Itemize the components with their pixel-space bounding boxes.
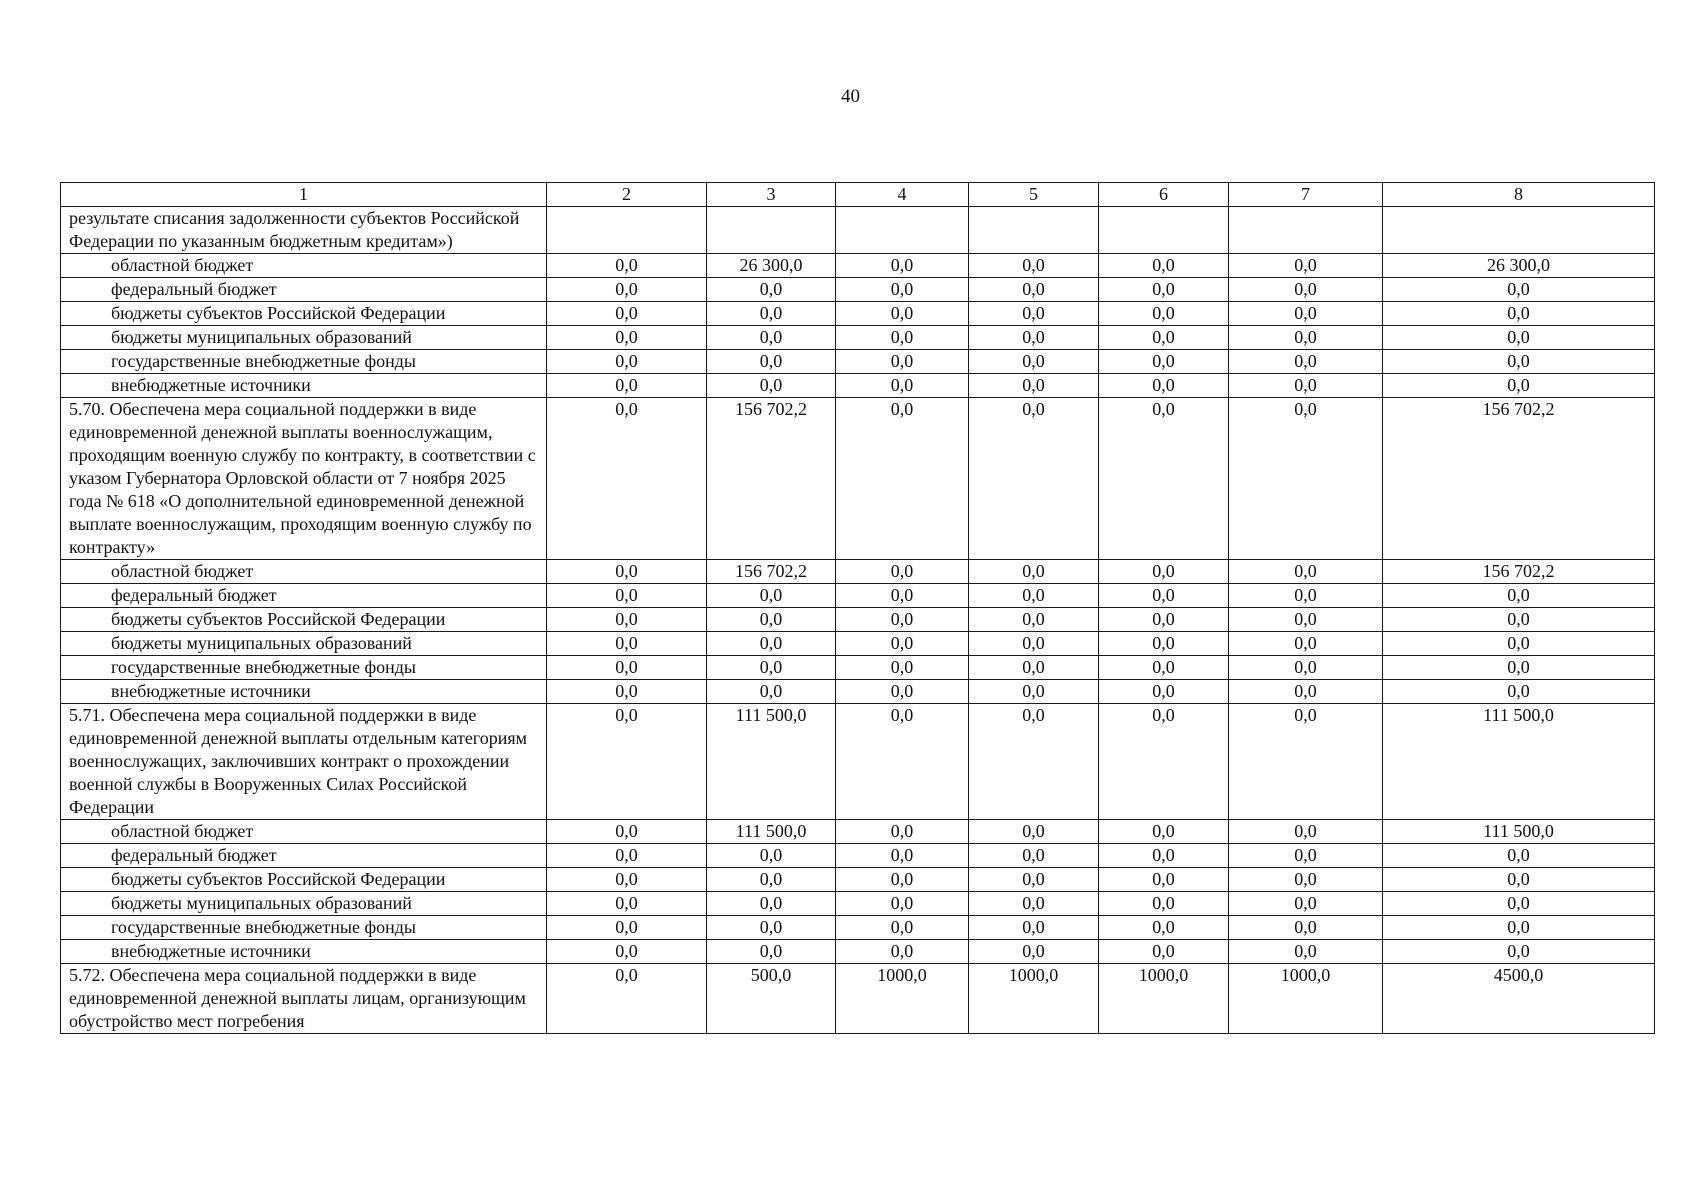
column-header: 5 [969,183,1099,207]
value-cell: 0,0 [969,892,1099,916]
value-cell [547,207,707,254]
section-row [61,964,1655,1034]
value-cell: 0,0 [969,350,1099,374]
value-cell: 0,0 [969,398,1099,560]
value-cell: 0,0 [1099,374,1229,398]
value-cell: 0,0 [707,326,836,350]
value-cell: 0,0 [547,560,707,584]
value-cell: 0,0 [836,374,969,398]
value-cell: 156 702,2 [1383,398,1655,560]
value-cell: 0,0 [836,584,969,608]
table-row [61,656,1655,680]
value-cell: 0,0 [1229,350,1383,374]
value-cell: 0,0 [1383,680,1655,704]
value-cell: 0,0 [1099,608,1229,632]
value-cell: 0,0 [707,916,836,940]
table-body [61,183,1655,1034]
value-cell: 0,0 [1383,350,1655,374]
section-row [61,398,1655,560]
value-cell: 26 300,0 [1383,254,1655,278]
value-cell: 0,0 [969,704,1099,820]
column-header: 7 [1229,183,1383,207]
value-cell: 0,0 [1229,820,1383,844]
table-row [61,326,1655,350]
value-cell: 0,0 [1099,632,1229,656]
value-cell: 0,0 [1229,844,1383,868]
value-cell: 156 702,2 [707,398,836,560]
value-cell: 0,0 [547,844,707,868]
source-label: бюджеты муниципальных образований [61,326,547,350]
section-row [61,704,1655,820]
value-cell: 0,0 [969,278,1099,302]
value-cell: 111 500,0 [1383,704,1655,820]
value-cell: 0,0 [1229,374,1383,398]
value-cell: 0,0 [1229,326,1383,350]
value-cell: 0,0 [836,560,969,584]
value-cell: 0,0 [547,302,707,326]
value-cell: 0,0 [1229,680,1383,704]
value-cell: 0,0 [836,820,969,844]
source-label: государственные внебюджетные фонды [61,350,547,374]
column-header: 3 [707,183,836,207]
value-cell: 0,0 [836,302,969,326]
value-cell [969,207,1099,254]
value-cell: 0,0 [1099,302,1229,326]
value-cell: 0,0 [1383,868,1655,892]
table-row [61,680,1655,704]
value-cell: 0,0 [1229,656,1383,680]
table-row [61,940,1655,964]
table-row [61,278,1655,302]
value-cell: 0,0 [547,964,707,1034]
table-row [61,632,1655,656]
value-cell: 0,0 [1099,892,1229,916]
column-header: 1 [61,183,547,207]
source-label: внебюджетные источники [61,680,547,704]
value-cell: 0,0 [1229,278,1383,302]
column-header: 8 [1383,183,1655,207]
value-cell: 0,0 [1383,844,1655,868]
value-cell: 1000,0 [836,964,969,1034]
value-cell: 0,0 [1383,584,1655,608]
value-cell: 0,0 [1099,278,1229,302]
value-cell: 0,0 [707,656,836,680]
value-cell: 111 500,0 [1383,820,1655,844]
value-cell: 0,0 [1099,560,1229,584]
value-cell: 1000,0 [1099,964,1229,1034]
value-cell: 0,0 [1383,326,1655,350]
value-cell: 0,0 [1229,254,1383,278]
value-cell: 0,0 [1383,940,1655,964]
value-cell: 0,0 [1099,326,1229,350]
value-cell: 0,0 [547,584,707,608]
value-cell: 0,0 [1229,398,1383,560]
source-label: бюджеты субъектов Российской Федерации [61,608,547,632]
value-cell: 0,0 [836,940,969,964]
value-cell: 0,0 [1099,680,1229,704]
source-label: областной бюджет [61,820,547,844]
source-label: внебюджетные источники [61,374,547,398]
value-cell: 0,0 [836,608,969,632]
budget-table [60,182,1655,1034]
value-cell: 0,0 [547,632,707,656]
table-row [61,560,1655,584]
value-cell: 0,0 [1383,916,1655,940]
value-cell: 0,0 [1099,940,1229,964]
table-row [61,254,1655,278]
value-cell: 0,0 [1383,374,1655,398]
value-cell: 0,0 [547,940,707,964]
value-cell [1099,207,1229,254]
value-cell: 0,0 [1383,302,1655,326]
value-cell: 0,0 [1099,398,1229,560]
value-cell: 1000,0 [1229,964,1383,1034]
value-cell: 0,0 [1383,608,1655,632]
value-cell: 0,0 [969,844,1099,868]
source-label: федеральный бюджет [61,278,547,302]
value-cell [1229,207,1383,254]
value-cell: 0,0 [1099,584,1229,608]
value-cell: 0,0 [1099,704,1229,820]
table-row [61,916,1655,940]
value-cell: 0,0 [1099,820,1229,844]
value-cell: 0,0 [836,704,969,820]
value-cell: 0,0 [547,254,707,278]
value-cell: 0,0 [969,868,1099,892]
table-row [61,868,1655,892]
value-cell: 0,0 [547,892,707,916]
value-cell: 0,0 [707,278,836,302]
value-cell: 0,0 [547,916,707,940]
value-cell: 0,0 [1099,916,1229,940]
value-cell: 0,0 [707,302,836,326]
table-row [61,844,1655,868]
value-cell: 0,0 [707,892,836,916]
value-cell: 0,0 [1229,892,1383,916]
value-cell: 0,0 [969,916,1099,940]
value-cell: 0,0 [707,374,836,398]
section-title: 5.71. Обеспечена мера социальной поддержки в виде единовременной денежной выплаты отдельным категориям военнослужащих, заключивших контракт о прохождении военной службы в Вооруженных Силах Российской Федерации [61,704,547,820]
source-label: бюджеты муниципальных образований [61,632,547,656]
value-cell: 0,0 [1099,656,1229,680]
value-cell: 0,0 [969,940,1099,964]
value-cell: 0,0 [547,608,707,632]
value-cell: 0,0 [707,632,836,656]
value-cell: 0,0 [1099,254,1229,278]
table-row [61,374,1655,398]
value-cell: 0,0 [707,584,836,608]
source-label: федеральный бюджет [61,844,547,868]
value-cell: 0,0 [1229,302,1383,326]
value-cell: 0,0 [547,704,707,820]
value-cell: 0,0 [1229,560,1383,584]
value-cell: 0,0 [1099,868,1229,892]
value-cell: 0,0 [969,632,1099,656]
value-cell: 0,0 [547,374,707,398]
value-cell: 0,0 [547,868,707,892]
value-cell: 0,0 [969,254,1099,278]
value-cell: 0,0 [707,350,836,374]
value-cell: 0,0 [1383,892,1655,916]
table-row [61,820,1655,844]
section-title: 5.72. Обеспечена мера социальной поддержки в виде единовременной денежной выплаты лицам, организующим обустройство мест погребения [61,964,547,1034]
source-label: государственные внебюджетные фонды [61,916,547,940]
value-cell: 0,0 [836,868,969,892]
value-cell: 111 500,0 [707,820,836,844]
value-cell: 0,0 [707,940,836,964]
value-cell: 0,0 [1229,940,1383,964]
value-cell: 0,0 [969,326,1099,350]
value-cell: 1000,0 [969,964,1099,1034]
value-cell: 0,0 [1383,632,1655,656]
table-row [61,584,1655,608]
value-cell: 0,0 [547,350,707,374]
value-cell: 500,0 [707,964,836,1034]
value-cell [1383,207,1655,254]
value-cell: 4500,0 [1383,964,1655,1034]
value-cell: 26 300,0 [707,254,836,278]
source-label: областной бюджет [61,560,547,584]
source-label: бюджеты субъектов Российской Федерации [61,302,547,326]
value-cell: 0,0 [707,608,836,632]
value-cell: 0,0 [1099,350,1229,374]
value-cell [707,207,836,254]
page-number: 40 [841,86,860,107]
source-label: внебюджетные источники [61,940,547,964]
value-cell: 0,0 [836,254,969,278]
value-cell: 0,0 [1099,844,1229,868]
value-cell: 0,0 [547,820,707,844]
source-label: государственные внебюджетные фонды [61,656,547,680]
value-cell: 0,0 [836,326,969,350]
value-cell: 0,0 [1229,632,1383,656]
table-row [61,302,1655,326]
value-cell: 0,0 [547,656,707,680]
source-label: федеральный бюджет [61,584,547,608]
table-row [61,608,1655,632]
value-cell: 0,0 [969,608,1099,632]
value-cell: 0,0 [547,326,707,350]
value-cell: 0,0 [836,844,969,868]
value-cell: 0,0 [1383,278,1655,302]
value-cell: 0,0 [836,680,969,704]
value-cell: 0,0 [836,278,969,302]
value-cell: 0,0 [707,868,836,892]
column-header: 4 [836,183,969,207]
value-cell [836,207,969,254]
section-row [61,207,1655,254]
column-number-row [61,183,1655,207]
value-cell: 0,0 [1383,656,1655,680]
value-cell: 0,0 [969,374,1099,398]
section-title: 5.70. Обеспечена мера социальной поддержки в виде единовременной денежной выплаты военнослужащим, проходящим военную службу по контракту, в соответствии с указом Губернатора Орловской области от 7 ноября 2025 года № 618 «О дополнительной единовременной денежной выплате военнослужащим, проходящим военную службу по контракту» [61,398,547,560]
value-cell: 0,0 [836,656,969,680]
value-cell: 0,0 [1229,608,1383,632]
value-cell: 0,0 [836,916,969,940]
source-label: бюджеты муниципальных образований [61,892,547,916]
value-cell: 0,0 [707,680,836,704]
value-cell: 0,0 [836,398,969,560]
value-cell: 156 702,2 [707,560,836,584]
column-header: 2 [547,183,707,207]
value-cell: 0,0 [1229,584,1383,608]
value-cell: 111 500,0 [707,704,836,820]
value-cell: 0,0 [836,632,969,656]
value-cell: 0,0 [547,680,707,704]
table-row [61,350,1655,374]
value-cell: 0,0 [707,844,836,868]
value-cell: 0,0 [1229,704,1383,820]
source-label: областной бюджет [61,254,547,278]
value-cell: 0,0 [836,892,969,916]
value-cell: 0,0 [969,656,1099,680]
value-cell: 0,0 [547,278,707,302]
value-cell: 0,0 [969,302,1099,326]
section-title: результате списания задолженности субъектов Российской Федерации по указанным бюджетным кредитам») [61,207,547,254]
value-cell: 156 702,2 [1383,560,1655,584]
table-row [61,892,1655,916]
value-cell: 0,0 [969,584,1099,608]
value-cell: 0,0 [969,560,1099,584]
value-cell: 0,0 [547,398,707,560]
value-cell: 0,0 [969,680,1099,704]
value-cell: 0,0 [836,350,969,374]
value-cell: 0,0 [969,820,1099,844]
source-label: бюджеты субъектов Российской Федерации [61,868,547,892]
value-cell: 0,0 [1229,868,1383,892]
column-header: 6 [1099,183,1229,207]
value-cell: 0,0 [1229,916,1383,940]
